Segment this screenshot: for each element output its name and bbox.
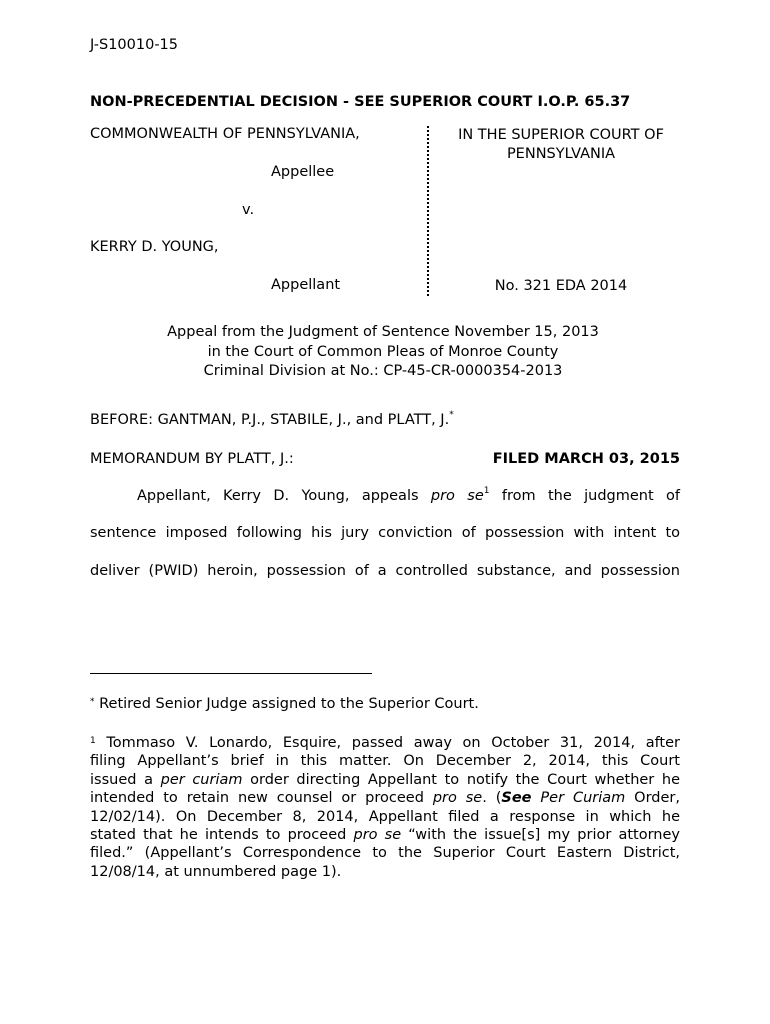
footnote-text-part: . ( xyxy=(482,790,502,807)
versus: v. xyxy=(242,202,255,218)
party-appellee-name: COMMONWEALTH OF PENNSYLVANIA, xyxy=(90,126,360,142)
filed-date: FILED MARCH 03, 2015 xyxy=(492,451,680,467)
footnote-text xyxy=(90,771,680,789)
footnote-text-part: issued a xyxy=(90,771,161,788)
document-id: J-S10010-15 xyxy=(90,37,179,53)
footnote-text xyxy=(90,826,680,844)
court-name-line1: IN THE SUPERIOR COURT OF xyxy=(458,127,664,143)
footnote-text: 12/08/14, at unnumbered page 1). xyxy=(90,863,342,880)
footnote-italic: pro se xyxy=(432,790,483,807)
body-line-1 xyxy=(137,488,680,504)
body-line-2: sentence imposed following his jury conviction of possession with intent to xyxy=(90,525,680,541)
body-text: from the judgment of xyxy=(489,488,680,504)
footnote-italic: pro se xyxy=(353,827,402,844)
footnote-text-part: stated that he intends to proceed xyxy=(90,827,354,844)
body-text: Appellant, Kerry D. Young, appeals xyxy=(137,488,431,504)
party-appellant-role: Appellant xyxy=(271,277,341,293)
footnote-text-part: intended to retain new counsel or proceed xyxy=(90,790,433,807)
party-appellant-name: KERRY D. YOUNG, xyxy=(90,239,219,255)
body-italic: pro se xyxy=(430,488,484,504)
decision-heading: NON-PRECEDENTIAL DECISION - SEE SUPERIOR COURT I.O.P. 65.37 xyxy=(90,94,631,110)
appeal-line3: Criminal Division at No.: CP-45-CR-0000354-2013 xyxy=(203,363,563,379)
docket-number: No. 321 EDA 2014 xyxy=(494,278,628,294)
memorandum-author: MEMORANDUM BY PLATT, J.: xyxy=(90,451,294,467)
body-line-3: deliver (PWID) heroin, possession of a controlled substance, and possession xyxy=(90,563,680,579)
footnote-text-part: “with the issue[s] my prior attorney xyxy=(401,827,681,844)
footnote-star xyxy=(90,695,680,713)
before-text: BEFORE: GANTMAN, P.J., STABILE, J., and PLATT, J. xyxy=(90,412,450,428)
footnote-text: Retired Senior Judge assigned to the Superior Court. xyxy=(94,696,479,712)
footnote-1 xyxy=(90,734,680,881)
appeal-line1: Appeal from the Judgment of Sentence November 15, 2013 xyxy=(167,324,599,340)
court-name xyxy=(432,126,690,164)
party-appellee-role: Appellee xyxy=(271,164,335,180)
footnote-italic: per curiam xyxy=(160,771,243,788)
footnote-bold-italic: See xyxy=(501,790,532,807)
court-name-line2: PENNSYLVANIA xyxy=(506,146,616,162)
footnote-mark: 1 xyxy=(90,736,96,746)
footnote-text: filed.” (Appellant’s Correspondence to the Superior Court Eastern District, xyxy=(90,845,680,862)
footnote-text-part: Order, xyxy=(625,790,680,807)
footnote-italic: Per Curiam xyxy=(531,790,626,807)
footnote-text xyxy=(90,789,680,807)
appeal-info xyxy=(90,323,676,382)
footnote-mark: * xyxy=(90,697,95,707)
before-panel xyxy=(90,412,454,428)
footnote-text: 12/02/14). On December 8, 2014, Appellant filed a response in which he xyxy=(90,808,680,825)
footnote-text: Tommaso V. Lonardo, Esquire, passed away on October 31, 2014, after xyxy=(95,735,680,751)
footnote-separator xyxy=(90,673,372,674)
footnote-text-part: order directing Appellant to notify the Court whether he xyxy=(242,771,681,788)
appeal-line2: in the Court of Common Pleas of Monroe County xyxy=(207,343,559,360)
caption-divider xyxy=(427,126,429,296)
footnote-text: filing Appellant’s brief in this matter. On December 2, 2014, this Court xyxy=(90,753,680,770)
footnote-ref-1: 1 xyxy=(483,486,490,496)
footnote-ref-star: * xyxy=(449,410,454,420)
